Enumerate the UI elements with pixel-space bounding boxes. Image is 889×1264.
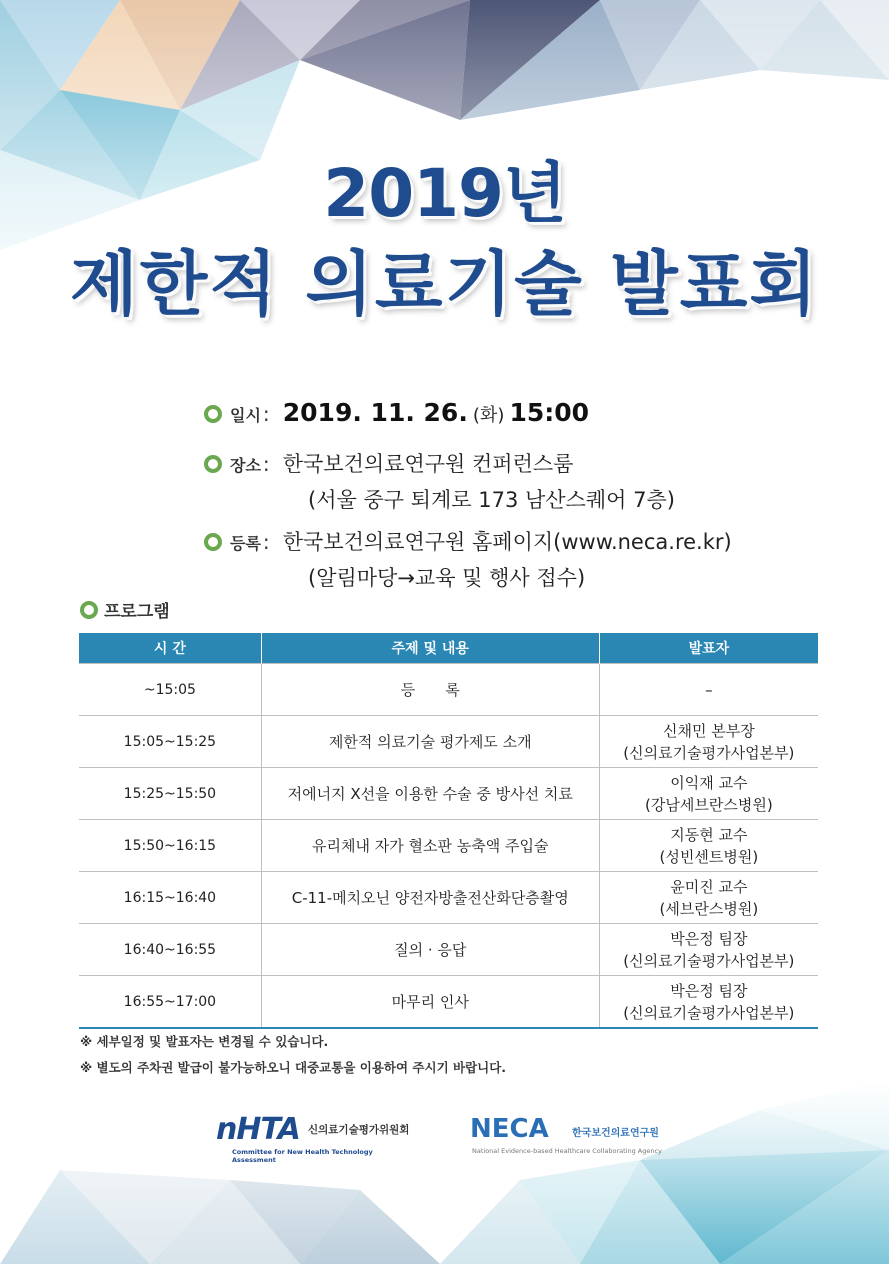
speaker-affil: (신의료기술평가사업본부): [623, 951, 795, 970]
info-place: [204, 448, 844, 514]
speaker-name: 이익재 교수: [670, 773, 748, 792]
register-sub: (알림마당→교육 및 행사 접수): [308, 566, 586, 590]
bullet-icon: [204, 533, 222, 551]
speaker-affil: (성빈센트병원): [659, 847, 759, 866]
col-topic: 주제 및 내용: [261, 633, 599, 664]
cell-topic: 저에너지 X선을 이용한 수술 중 방사선 치료: [261, 768, 599, 820]
col-speaker: 발표자: [599, 633, 818, 664]
register-label: 등록: [230, 534, 261, 553]
place-sub: (서울 중구 퇴계로 173 남산스퀘어 7층): [308, 488, 675, 512]
col-time: 시 간: [79, 633, 261, 664]
notes: [80, 1032, 506, 1084]
table-row: [79, 924, 818, 976]
speaker-affil: (강남세브란스병원): [645, 795, 773, 814]
colon: :: [262, 530, 270, 554]
program-heading: [80, 597, 170, 622]
cell-time: 15:25~15:50: [79, 768, 261, 820]
date-label: 일시: [230, 406, 261, 425]
nhta-logo: [216, 1112, 416, 1164]
speaker-name: 신채민 본부장: [663, 721, 755, 740]
cell-time: 16:55~17:00: [79, 976, 261, 1029]
table-row: [79, 716, 818, 768]
date-time: 15:00: [509, 398, 590, 427]
neca-logo-english: National Evidence-based Healthcare Collaborating Agency: [472, 1147, 662, 1155]
note-item: ※ 별도의 주차권 발급이 불가능하오니 대중교통을 이용하여 주시기 바랍니다.: [80, 1060, 507, 1075]
cell-topic: 질의 · 응답: [261, 924, 599, 976]
register-value[interactable]: 한국보건의료연구원 홈페이지(www.neca.re.kr): [282, 530, 732, 554]
cell-topic: 제한적 의료기술 평가제도 소개: [261, 716, 599, 768]
nhta-logo-english: Committee for New Health Technology Assessment: [232, 1148, 373, 1164]
cell-topic: 마무리 인사: [261, 976, 599, 1029]
speaker-name: 박은정 팀장: [670, 929, 748, 948]
speaker-name: 박은정 팀장: [670, 981, 748, 1000]
nhta-logo-mark: nHTA: [216, 1112, 300, 1147]
program-title: 프로그램: [104, 602, 170, 622]
info-register: [204, 526, 844, 592]
place-label: 장소: [230, 456, 261, 475]
table-row: [79, 820, 818, 872]
cell-topic: C-11-메치오닌 양전자방출전산화단층촬영: [261, 872, 599, 924]
colon: :: [262, 452, 270, 476]
cell-speaker: [599, 716, 818, 768]
cell-time: ~15:05: [79, 664, 261, 716]
neca-logo: [470, 1114, 690, 1158]
table-row: [79, 976, 818, 1029]
speaker-name: 지동현 교수: [670, 825, 748, 844]
cell-speaker: [599, 976, 818, 1029]
cell-topic: 유리체내 자가 혈소판 농축액 주입술: [261, 820, 599, 872]
title-year: 2019년: [323, 155, 566, 232]
date-value: 2019. 11. 26.: [282, 398, 468, 427]
bullet-icon: [80, 601, 98, 619]
colon: :: [262, 402, 270, 426]
table-row: [79, 768, 818, 820]
nhta-logo-korean: 신의료기술평가위원회: [308, 1124, 410, 1136]
neca-logo-mark: NECA: [470, 1114, 549, 1144]
cell-time: 16:40~16:55: [79, 924, 261, 976]
speaker-affil: (신의료기술평가사업본부): [623, 1003, 795, 1022]
note-item: ※ 세부일정 및 발표자는 변경될 수 있습니다.: [80, 1034, 329, 1049]
neca-logo-korean: 한국보건의료연구원: [572, 1128, 659, 1139]
speaker-name: 윤미진 교수: [670, 877, 748, 896]
cell-time: 15:05~15:25: [79, 716, 261, 768]
speaker-affil: (신의료기술평가사업본부): [623, 743, 795, 762]
cell-speaker: [599, 924, 818, 976]
cell-speaker: [599, 768, 818, 820]
bullet-icon: [204, 455, 222, 473]
table-row: [79, 664, 818, 716]
cell-speaker: [599, 664, 818, 716]
speaker-name: –: [705, 680, 713, 699]
date-weekday: (화): [472, 405, 505, 426]
cell-time: 16:15~16:40: [79, 872, 261, 924]
cell-time: 15:50~16:15: [79, 820, 261, 872]
cell-speaker: [599, 872, 818, 924]
program-table: [79, 633, 818, 1029]
cell-topic: 등 록: [261, 664, 599, 716]
place-value: 한국보건의료연구원 컨퍼런스룸: [282, 452, 574, 476]
table-header-row: [79, 633, 818, 664]
info-date: [204, 398, 844, 438]
bullet-icon: [204, 405, 222, 423]
title-main: 제한적 의료기술 발표회: [70, 243, 819, 325]
event-info: [204, 398, 844, 602]
speaker-affil: (세브란스병원): [659, 899, 759, 918]
cell-speaker: [599, 820, 818, 872]
table-row: [79, 872, 818, 924]
